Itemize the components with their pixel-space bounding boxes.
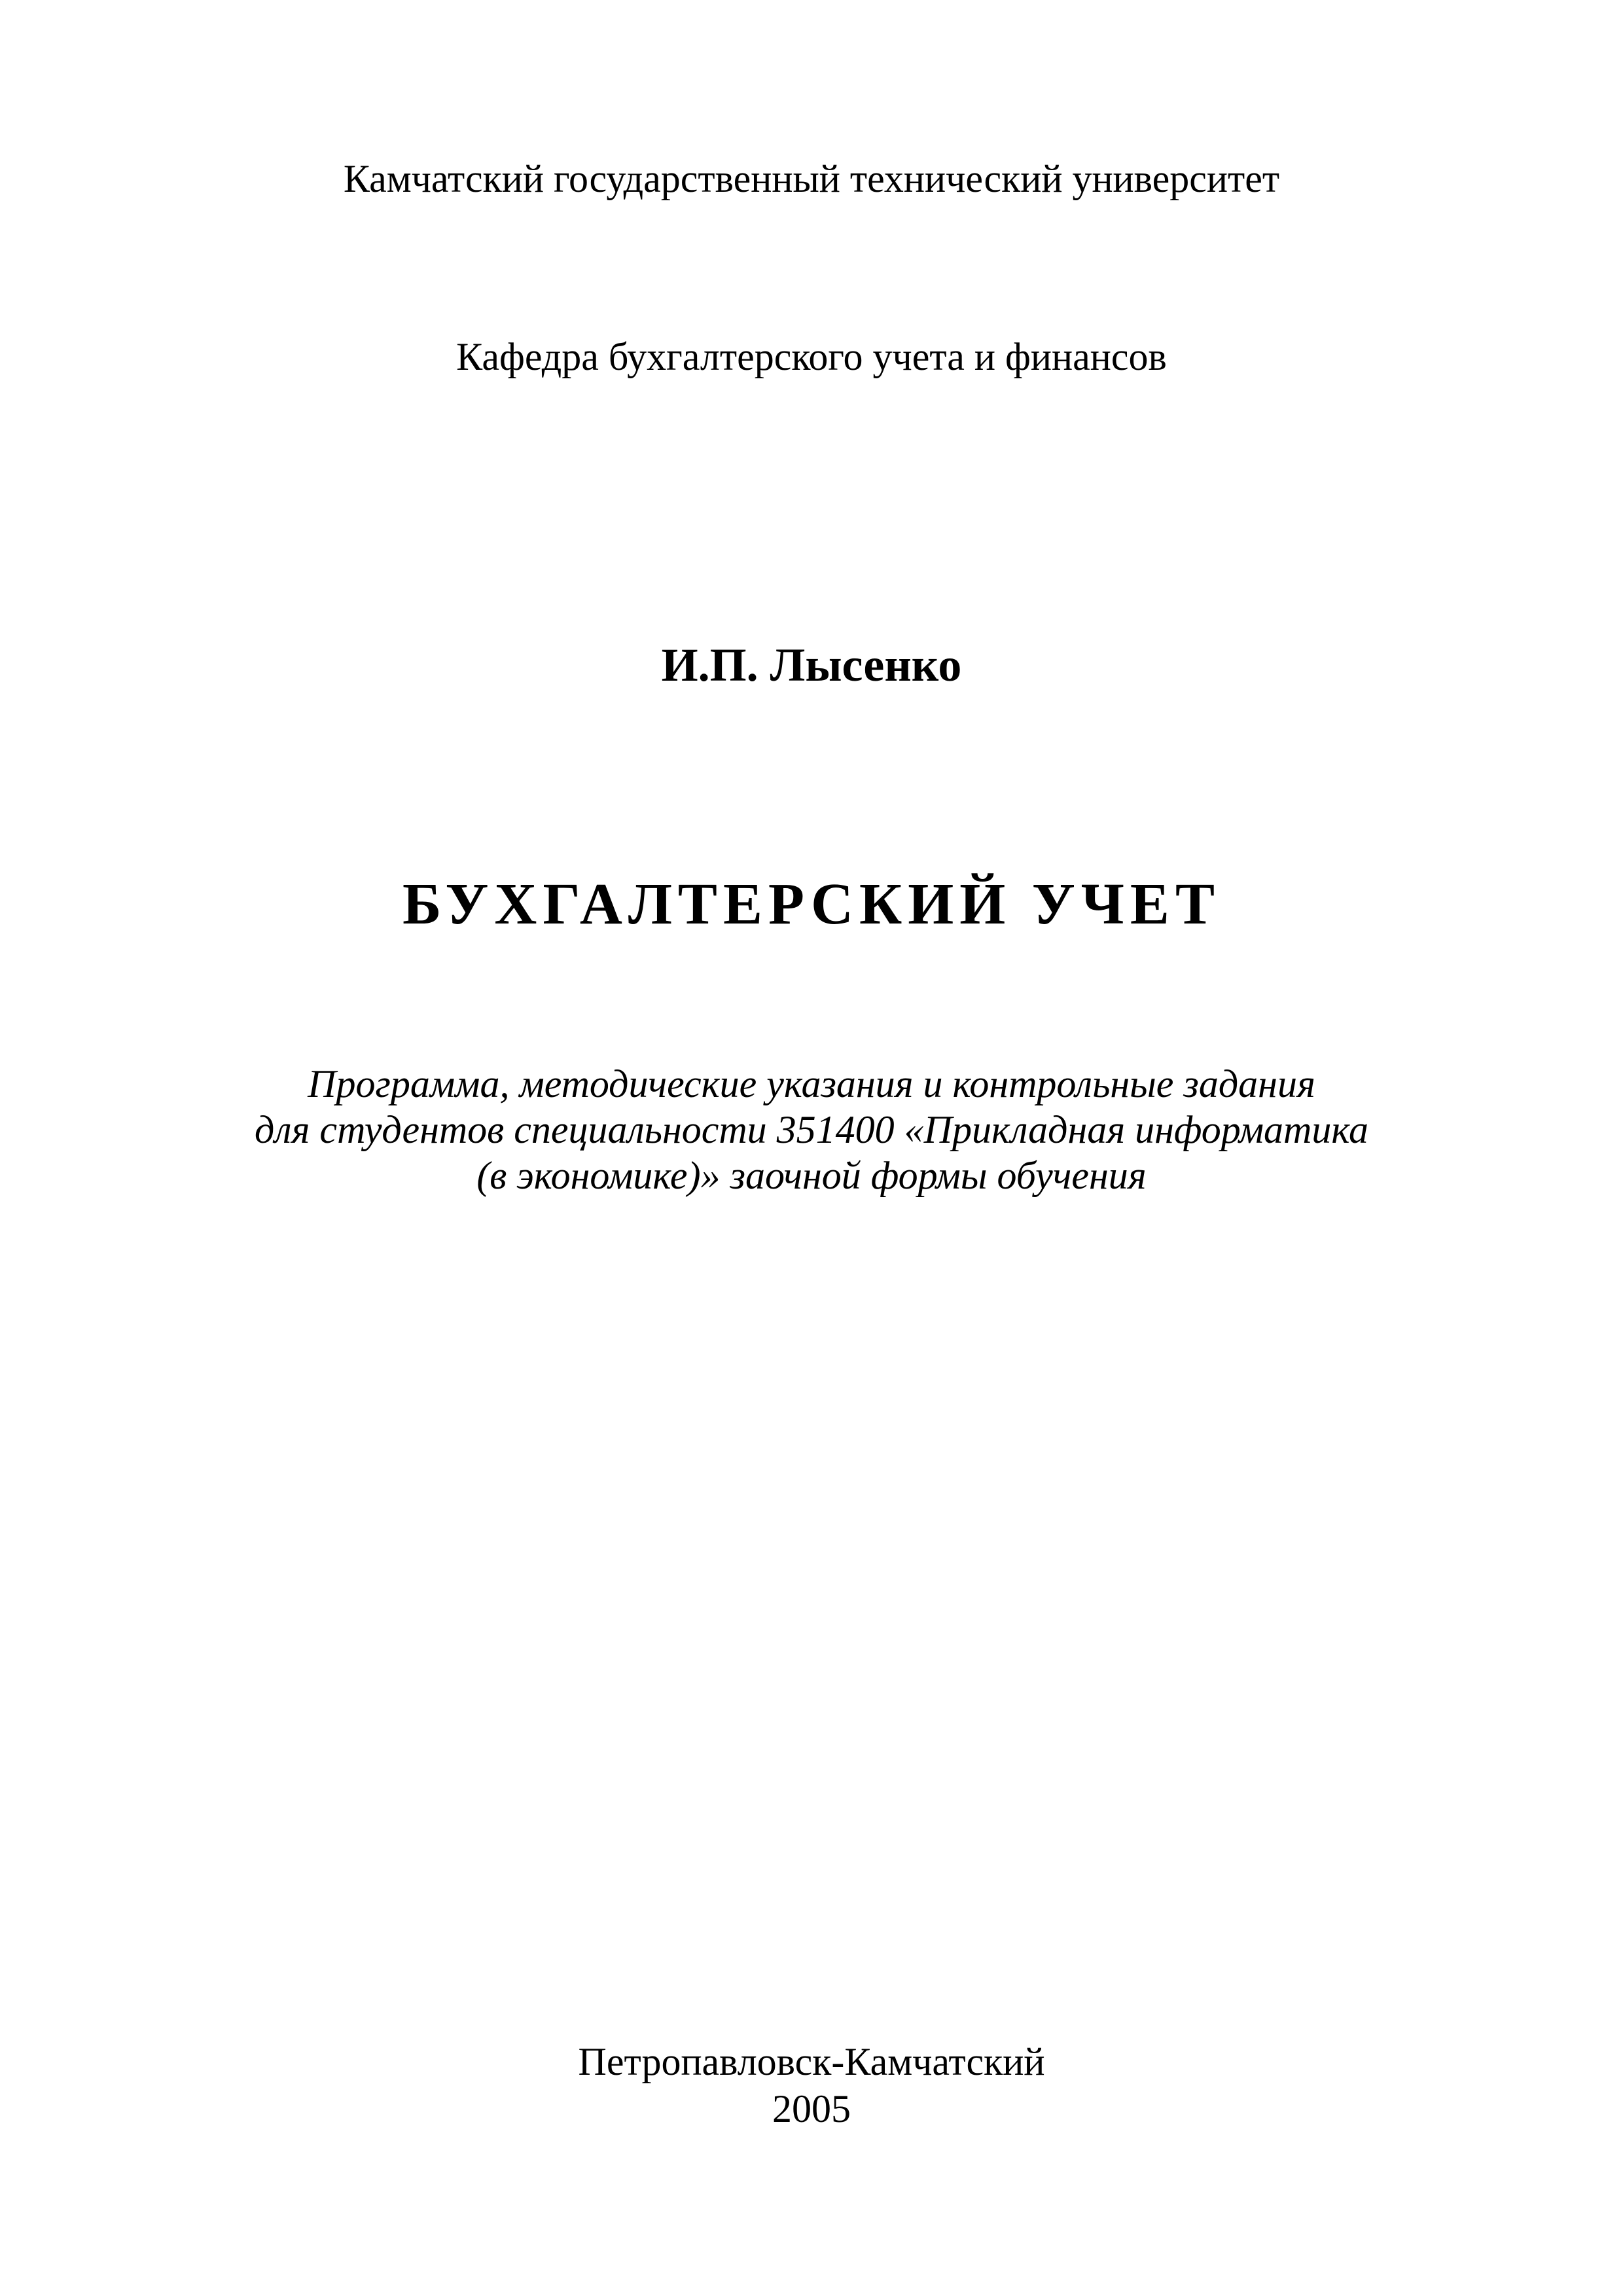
publication-year: 2005 [772,2087,851,2130]
document-title: БУХГАЛТЕРСКИЙ УЧЕТ [402,872,1221,937]
author-name: И.П. Лысенко [661,639,962,691]
subtitle-line-3: (в экономике)» заочной формы обучения [476,1154,1147,1197]
subtitle-line-1: Программа, методические указания и контрольные задания [308,1062,1315,1105]
publication-city: Петропавловск-Камчатский [578,2040,1045,2083]
department-name: Кафедра бухгалтерского учета и финансов [456,335,1167,378]
university-name: Камчатский государственный технический университет [343,157,1280,200]
subtitle-line-2: для студентов специальности 351400 «Прикладная информатика [255,1108,1368,1151]
